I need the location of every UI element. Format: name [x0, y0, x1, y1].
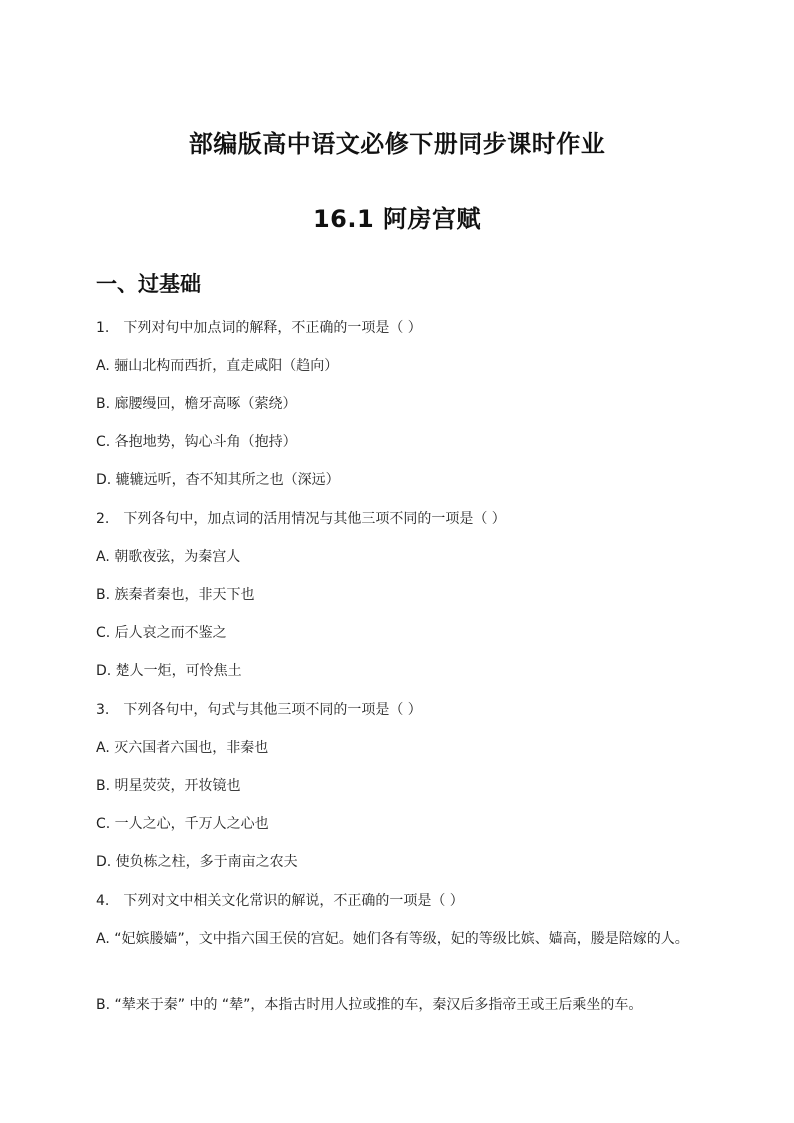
q4-option-b: B. “辇来于秦” 中的 “辇”，本指古时用人拉或推的车，秦汉后多指帝王或王后乘坐的车。 [96, 997, 643, 1013]
q3-option-b: B. 明星荧荧，开妆镜也 [96, 778, 241, 794]
q1-option-c: C. 各抱地势，钩心斗角（抱持） [96, 434, 297, 450]
q3-option-c: C. 一人之心，千万人之心也 [96, 816, 269, 832]
question-2: 2. 下列各句中，加点词的活用情况与其他三项不同的一项是（ ） [96, 511, 506, 527]
q3-option-a: A. 灭六国者六国也，非秦也 [96, 740, 269, 756]
question-4: 4. 下列对文中相关文化常识的解说，不正确的一项是（ ） [96, 893, 464, 909]
question-1: 1. 下列对句中加点词的解释，不正确的一项是（ ） [96, 320, 422, 336]
document-title: 部编版高中语文必修下册同步课时作业 [188, 130, 606, 158]
lesson-title: 16.1 阿房宫赋 [312, 205, 482, 233]
question-3: 3. 下列各句中，句式与其他三项不同的一项是（ ） [96, 702, 422, 718]
q2-option-a: A. 朝歌夜弦，为秦宫人 [96, 549, 241, 565]
section-heading: 一、过基础 [96, 272, 201, 296]
q1-option-a: A. 骊山北构而西折，直走咸阳（趋向） [96, 358, 339, 374]
q4-option-a: A. “妃嫔媵嫱”，文中指六国王侯的宫妃。她们各有等级，妃的等级比嫔、嫱高，媵是陪嫁的人。 [96, 931, 689, 947]
q3-option-d: D. 使负栋之柱，多于南亩之农夫 [96, 854, 298, 870]
q2-option-c: C. 后人哀之而不鉴之 [96, 625, 227, 641]
q1-option-b: B. 廊腰缦回，檐牙高啄（萦绕） [96, 396, 297, 412]
q2-option-b: B. 族秦者秦也，非天下也 [96, 587, 255, 603]
q1-option-d: D. 辘辘远听，杳不知其所之也（深远） [96, 472, 340, 488]
q2-option-d: D. 楚人一炬，可怜焦土 [96, 663, 242, 679]
